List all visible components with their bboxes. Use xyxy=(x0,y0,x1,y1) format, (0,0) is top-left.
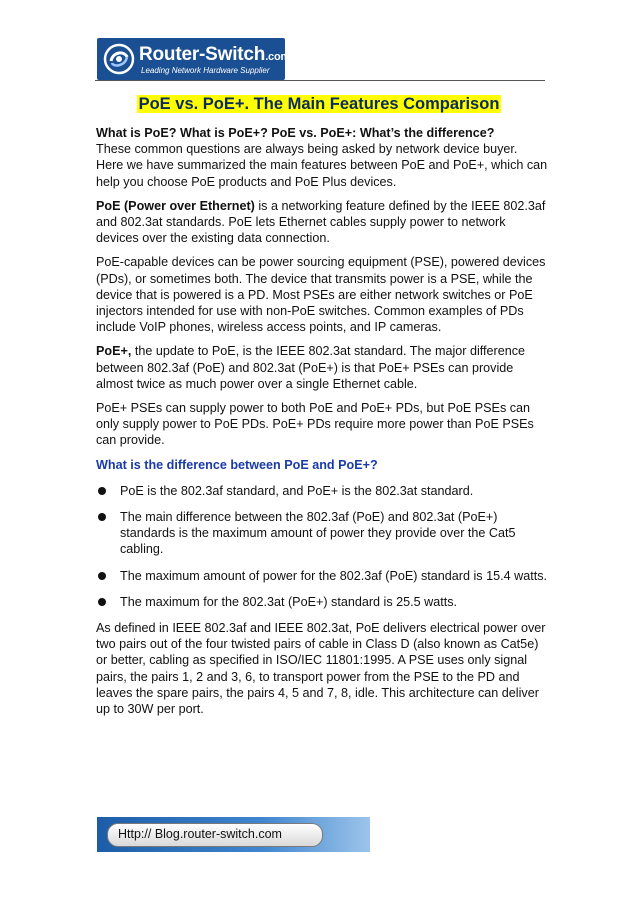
supply-paragraph: PoE+ PSEs can supply power to both PoE and PoE+ PDs, but PoE PSEs can only supply power to PoE PDs. PoE+ PDs require more power than PoE PSEs can provide. xyxy=(96,401,534,448)
list-item: The main difference between the 802.3af (PoE) and 802.3at (PoE+) standards is the maximum amount of power they provide over the Cat5 cabling. xyxy=(96,509,548,558)
poeplus-term: PoE+, xyxy=(96,344,132,359)
blog-footer-banner xyxy=(97,817,370,852)
poe-definition xyxy=(96,198,548,247)
brand-name: Router-Switch.com xyxy=(139,44,291,65)
intro-body: These common questions are always being asked by network device buyer. Here we have summarized the main features between PoE and PoE+, which can help you choose PoE products and PoE Plus devices. xyxy=(96,142,548,189)
poe-definition-body: is a networking feature defined by the IEEE 802.3af and 802.3at standards. PoE lets Ethernet cables supply power to network devices over the existing data connection. xyxy=(96,198,546,246)
article-body xyxy=(96,125,548,725)
list-item: The maximum for the 802.3at (PoE+) standard is 25.5 watts. xyxy=(96,594,548,610)
header-divider xyxy=(95,80,545,81)
closing-paragraph: As defined in IEEE 802.3af and IEEE 802.3at, PoE delivers electrical power over two pairs out of the four twisted pairs of cable in Class D (also known as Cat5e) or better, cabling as specified in ISO/IEC 11801:1995. A PSE uses only signal pairs, the pairs 1, 2 and 3, 6, to transport power from the PSE to the PD and leaves the spare pairs, the pairs 4, 5 and 7, 8, idle. This architecture can deliver up to 30W per port. xyxy=(96,621,546,717)
poeplus-definition-body: the update to PoE, is the IEEE 802.3at standard. The major difference between 802.3af (PoE) and 802.3at (PoE+) is that PoE+ PSEs can provide almost twice as much power over a single Ethernet cable. xyxy=(96,344,526,391)
difference-list xyxy=(96,483,548,610)
swirl-logo-icon xyxy=(103,43,135,75)
list-item: PoE is the 802.3af standard, and PoE+ is the 802.3at standard. xyxy=(96,483,548,499)
poe-term: PoE (Power over Ethernet) xyxy=(96,198,255,213)
router-switch-logo xyxy=(97,38,291,80)
intro-heading: What is PoE? What is PoE+? PoE vs. PoE+: What’s the difference? xyxy=(96,126,495,140)
pse-paragraph: PoE-capable devices can be power sourcing equipment (PSE), powered devices (PDs), or sometimes both. The device that transmits power is a PSE, while the device that is powered is a PD. Most PSEs are either network switches or PoE injectors intended for use with non-PoE switches. Common examples of PDs include VoIP phones, wireless access points, and IP cameras. xyxy=(96,255,546,335)
list-item: The maximum amount of power for the 802.3af (PoE) standard is 15.4 watts. xyxy=(96,568,548,584)
blog-url-pill[interactable] xyxy=(107,823,323,847)
intro-paragraph xyxy=(96,125,548,190)
poeplus-definition xyxy=(96,343,548,392)
blog-url-text[interactable]: Http:// Blog.router-switch.com xyxy=(118,827,282,841)
page-title: PoE vs. PoE+. The Main Features Comparison xyxy=(138,95,500,113)
brand-tagline: Leading Network Hardware Supplier xyxy=(141,66,270,75)
difference-heading: What is the difference between PoE and PoE+? xyxy=(96,457,378,472)
